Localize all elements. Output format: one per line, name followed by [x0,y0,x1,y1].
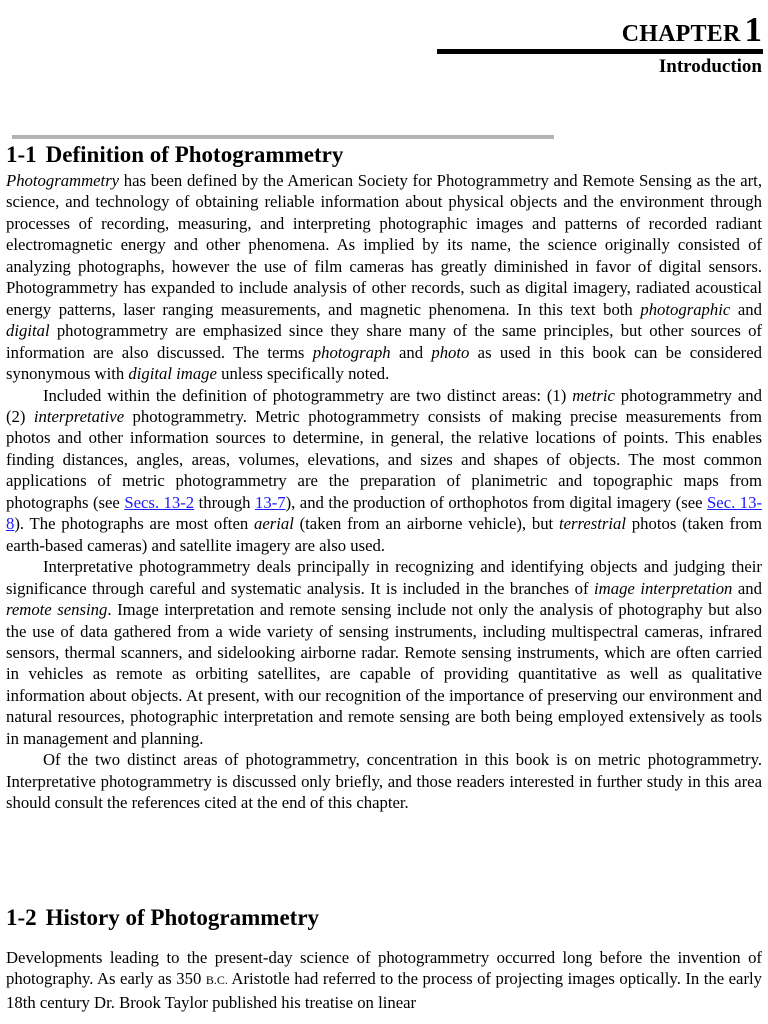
chapter-heading [622,10,762,54]
term-metric: metric [572,385,615,405]
section-rule [12,135,554,139]
text: Included within the definition of photogrammetry are two distinct areas: (1) [43,385,573,405]
text: photogrammetry and (2) [6,385,762,426]
term-terrestrial: terrestrial [558,514,627,534]
paragraph [6,170,762,385]
link-secs-13-2[interactable]: Secs. 13-2 [124,492,195,512]
chapter-label: CHAPTER [621,21,741,47]
term-interpretative: interpretative [33,406,125,426]
section-title: Definition of Photogrammetry [45,142,344,167]
term-photogrammetry: Photogrammetry [6,171,120,190]
section-number: 1-2 [6,905,37,930]
text: and [730,299,762,319]
paragraph [6,947,762,1013]
section-number: 1-1 [6,142,37,167]
term-aerial: aerial [253,514,294,534]
chapter-rule [437,49,763,54]
text: has been defined by the American Society for Photogrammetry and Remote Sensing as the art, science, and technology of obtaining reliable information about physical objects and the environment through processes of recording, measuring, and interpreting photographic images and patterns of recorded radiant electromagnetic energy and other phenomena. As implied by its name, the science originally consisted of analyzing photographs, however the use of film cameras has greatly diminished in favor of digital sensors. Photogrammetry has expanded to include analysis of other records, such as digital imagery, radiated acoustical energy patterns, laser ranging measurements, and magnetic phenomena. In this text both [6,171,762,319]
text: Of the two distinct areas of photogrammetry, concentration in this book is on metric photogrammetry. Interpretative photogrammetry is discussed only briefly, and those readers interested in further study in this area should consult the references cited at the end of this chapter. [6,750,762,813]
term-photo: photo [431,342,470,362]
link-sec-13-8[interactable]: Sec. 13-8 [6,492,763,534]
text: . Image interpretation and remote sensing include not only the analysis of photography but also the use of data gathered from a wide variety of sensing instruments, including multispectral cameras, infrared sensors, thermal scanners, and sidelooking airborne radar. Remote sensing instruments, which are often carried in vehicles as remote as orbiting satellites, are capable of providing quantitative as well as qualitative information about objects. At present, with our recognition of the importance of preserving our environment and natural resources, photographic interpretation and remote sensing are both being employed extensively as tools in management and planning. [6,600,762,748]
chapter-title: Introduction [658,56,762,77]
era-abbrev: B.C. [205,973,228,988]
paragraph [6,749,762,813]
text: ), and the production of orthophotos from digital imagery (see [285,492,708,512]
term-photographic: photographic [640,299,731,319]
text: ). The photographs are most often [14,514,254,534]
term-photograph: photograph [312,342,391,362]
section-1-2-body [6,947,762,1013]
section-title: History of Photogrammetry [45,905,320,930]
text: unless specifically noted. [216,364,390,384]
text: photogrammetry. Metric photogrammetry consists of making precise measurements from photos and other information sources to determine, in general, the relative locations of points. This enables finding distances, angles, areas, volumes, elevations, and sizes and shapes of objects. The most common applications of metric photogrammetry are the preparation of planimetric and topographic maps from photographs (see [6,406,762,512]
text: photos (taken from earth-based cameras) and satellite imagery are also used. [6,514,762,555]
text: Interpretative photogrammetry deals principally in recognizing and identifying objects and judging their significance through careful and systematic analysis. It is included in the branches of [6,557,762,598]
term-image-interpretation: image interpretation [594,578,733,598]
text: photogrammetry are emphasized since they share many of the same principles, but other sources of information are also discussed. The terms [6,321,762,362]
text: through [194,492,255,512]
section-1-1-body [6,170,762,814]
text: and [390,342,432,362]
section-heading-1-1 [6,141,343,169]
section-heading-1-2 [6,904,319,932]
text: Developments leading to the present-day science of photogrammetry occurred long before the invention of photography. As early as 350 [6,948,762,989]
link-13-7[interactable]: 13-7 [255,492,286,512]
paragraph [6,556,762,749]
text: as used in this book can be considered synonymous with [6,342,762,384]
text: (taken from an airborne vehicle), but [293,514,559,534]
term-remote-sensing: remote sensing [6,600,108,620]
text: Aristotle had referred to the process of projecting images optically. In the early 18th century Dr. Brook Taylor published his treatise on linear [6,969,762,1012]
chapter-number: 1 [744,10,762,49]
term-digital-image: digital image [128,364,217,384]
paragraph [6,385,762,557]
term-digital: digital [6,321,50,341]
text: and [732,578,762,598]
